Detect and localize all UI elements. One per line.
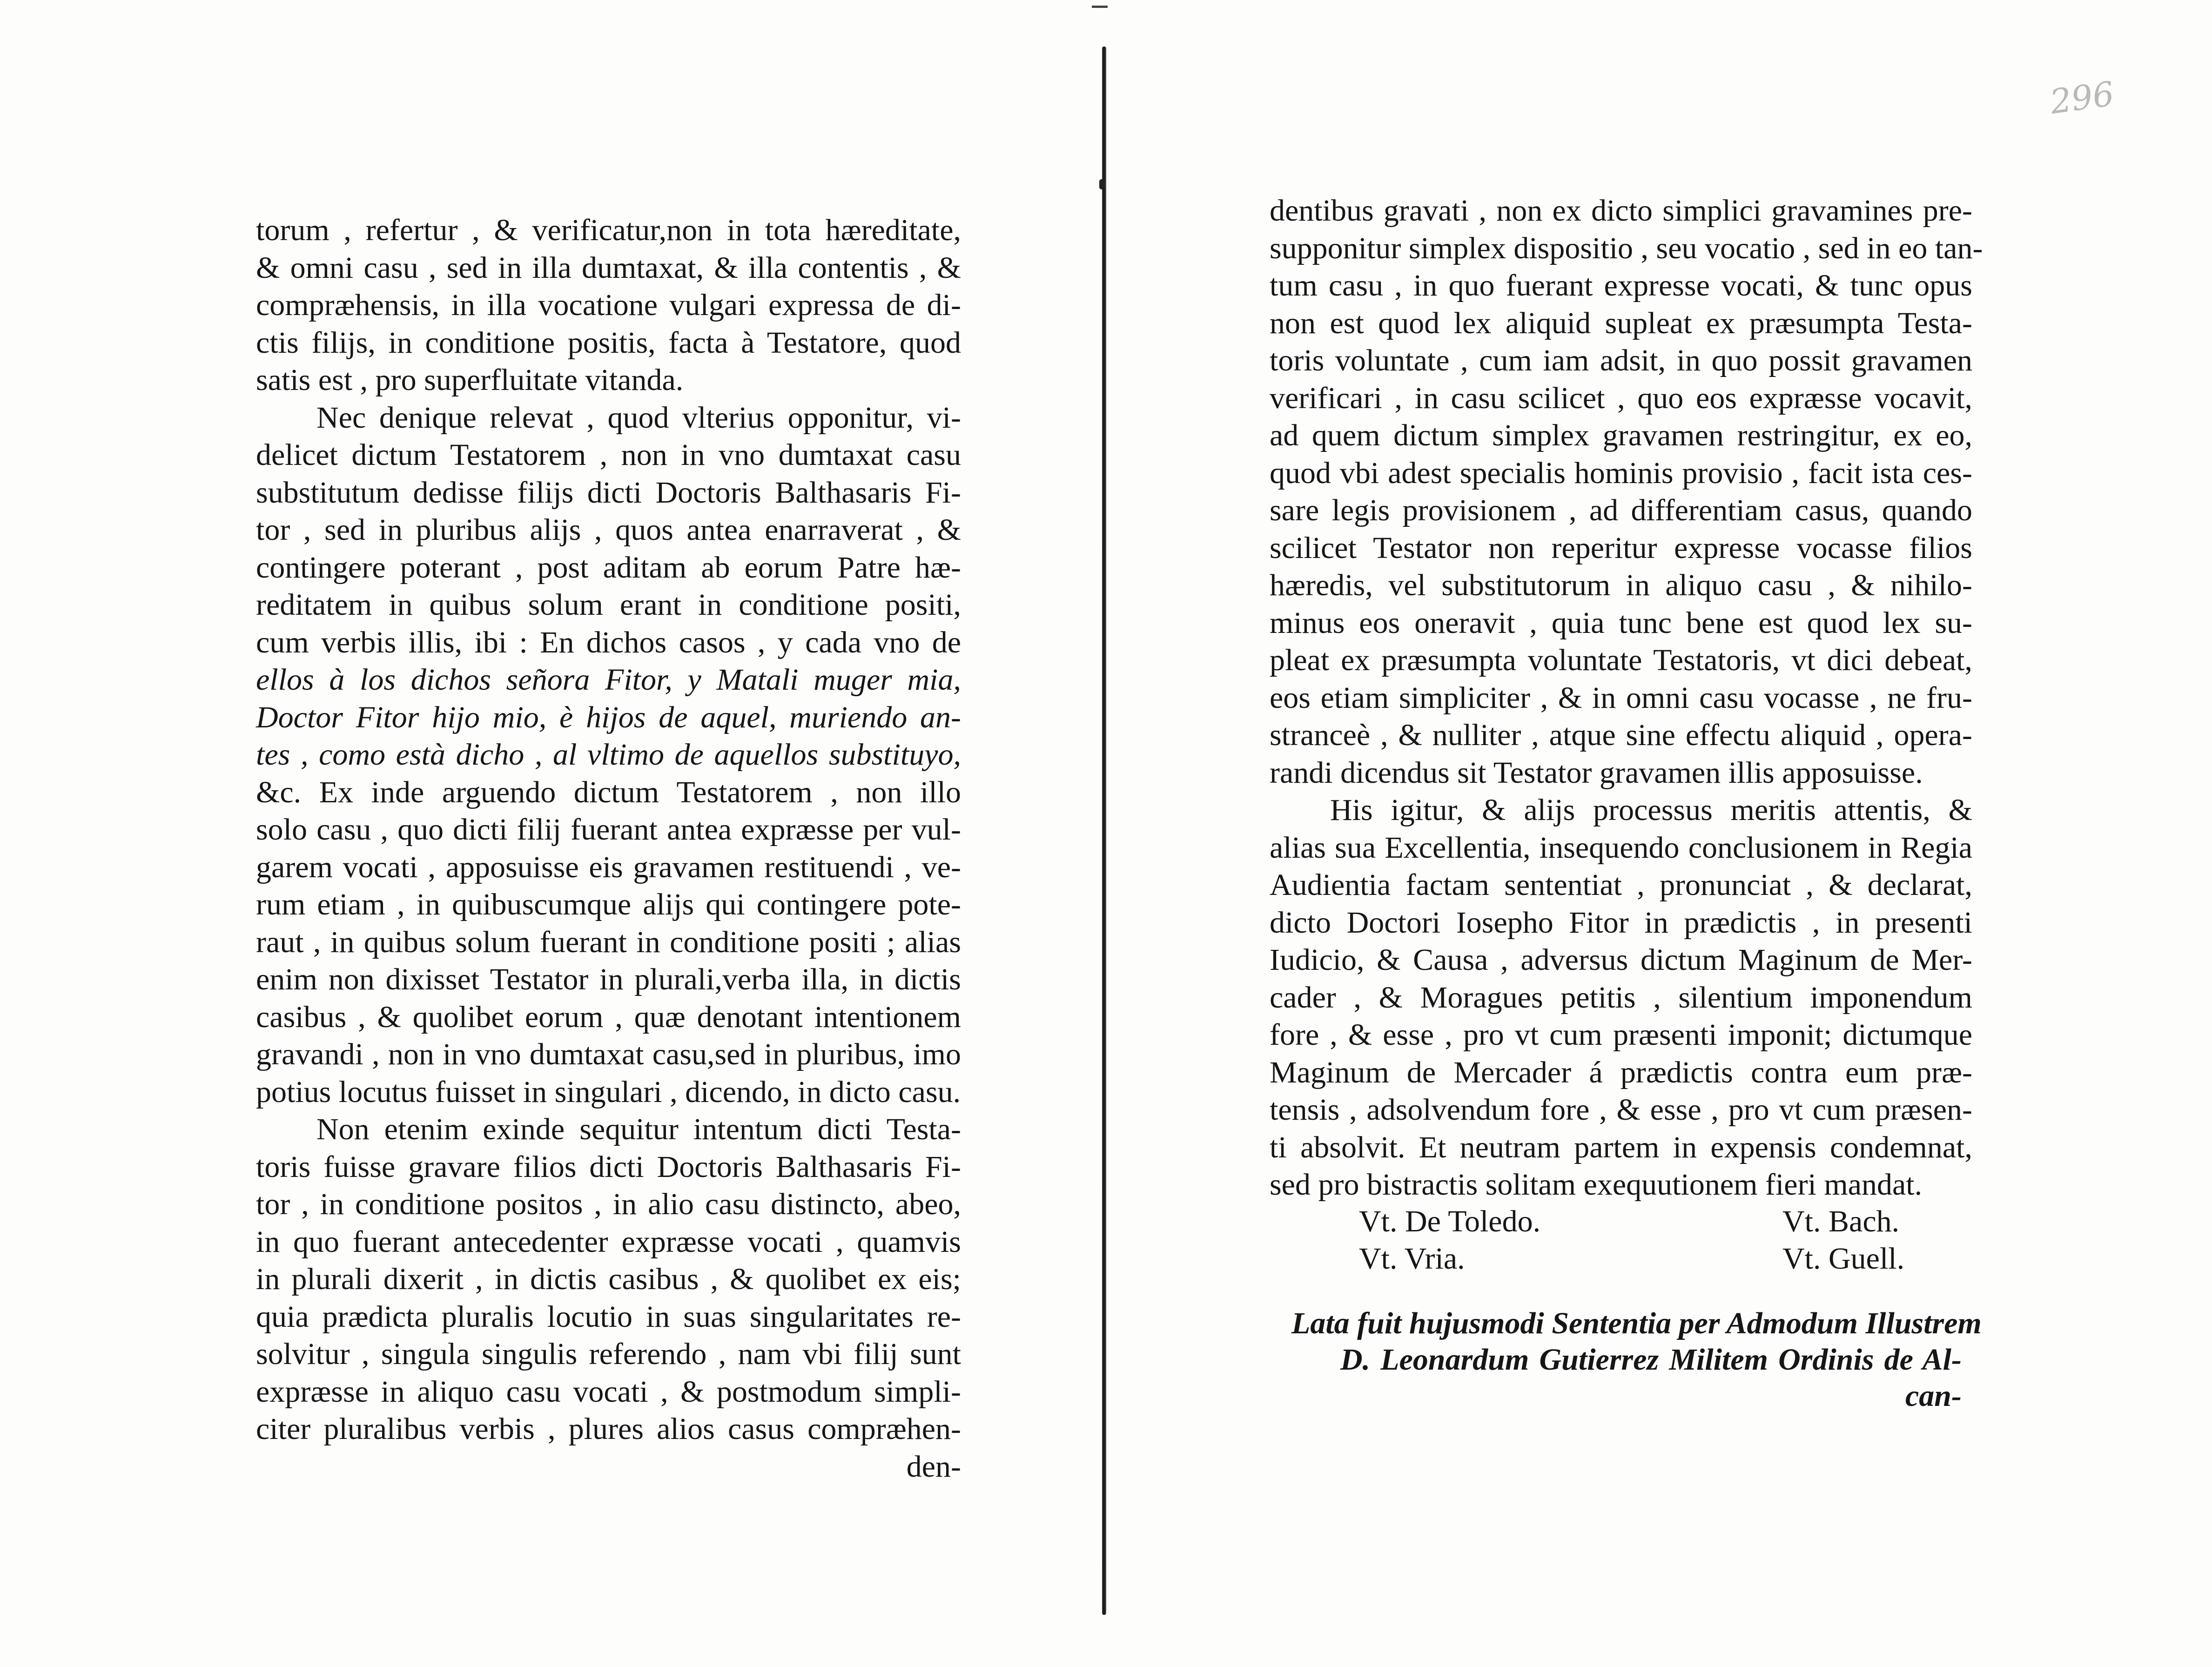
text-line: hæredis, vel substitutorum in aliquo casu , & nihilo- bbox=[1270, 568, 1972, 602]
text-line: quod vbi adest specialis hominis provisio , facit ista ces- bbox=[1270, 456, 1972, 490]
text-line: dentibus gravati , non ex dicto simplici gravamines pre- bbox=[1270, 194, 1972, 228]
text-line: torum , refertur , & verificatur,non in tota hæreditate, bbox=[256, 213, 961, 247]
text-line: ctis filijs, in conditione positis, facta à Testatore, quod bbox=[256, 325, 961, 360]
catchword: can- bbox=[1905, 1379, 1962, 1413]
text-line: verificari , in casu scilicet , quo eos expræsse vocavit, bbox=[1270, 381, 1972, 415]
closing-line: Lata fuit hujusmodi Sententia per Admodum Illustrem bbox=[1291, 1306, 1982, 1340]
text-line: & omni casu , sed in illa dumtaxat, & illa contentis , & bbox=[256, 250, 961, 285]
text-line: toris fuisse gravare filios dicti Doctoris Balthasaris Fi- bbox=[256, 1149, 961, 1184]
text-line: ad quem dictum simplex gravamen restringitur, ex eo, bbox=[1270, 418, 1972, 452]
text-line: Doctor Fitor hijo mio, è hijos de aquel, muriendo an- bbox=[256, 700, 961, 734]
text-line: sare legis provisionem , ad differentiam casus, quando bbox=[1270, 493, 1972, 527]
text-line: cader , & Moragues petitis , silentium imponendum bbox=[1270, 980, 1972, 1015]
right-page bbox=[1270, 192, 1983, 1204]
page-gutter bbox=[1102, 47, 1106, 1615]
text-line: in quo fuerant antecedenter expræsse vocati , quamvis bbox=[256, 1224, 961, 1259]
text-line: non est quod lex aliquid supleat ex præsumpta Testa- bbox=[1270, 306, 1972, 340]
text-line: garem vocati , apposuisse eis gravamen restituendi , ve- bbox=[256, 850, 961, 884]
text-line: raut , in quibus solum fuerant in conditione positi ; alias bbox=[256, 925, 961, 959]
text-line: delicet dictum Testatorem , non in vno dumtaxat casu bbox=[256, 438, 961, 472]
text-line: substitutum dedisse filijs dicti Doctoris Balthasaris Fi- bbox=[256, 475, 961, 510]
text-line: tor , in conditione positos , in alio casu distincto, abeo, bbox=[256, 1187, 961, 1221]
signature: Vt. Vria. bbox=[1359, 1242, 1465, 1276]
text-line: citer pluralibus verbis , plures alios casus compræhen- bbox=[256, 1412, 961, 1446]
left-page bbox=[256, 212, 961, 1486]
text-line: solo casu , quo dicti filij fuerant antea expræsse per vul- bbox=[256, 813, 961, 847]
closing-line: D. Leonardum Gutierrez Militem Ordinis de Al- bbox=[1340, 1343, 1962, 1377]
catchword: den- bbox=[906, 1449, 961, 1484]
text-line: satis est , pro superfluitate vitanda. bbox=[256, 363, 684, 397]
text-line: sed pro bistractis solitam exequutionem fieri mandat. bbox=[1270, 1168, 1923, 1202]
text-line: contingere poterant , post aditam ab eorum Patre hæ- bbox=[256, 550, 961, 585]
text-line: pleat ex præsumpta voluntate Testatoris, vt dici debeat, bbox=[1270, 643, 1972, 677]
binding-mark bbox=[1099, 179, 1105, 189]
folio-number: 296 bbox=[2047, 74, 2117, 122]
text-line: ellos à los dichos señora Fitor, y Matali muger mia, bbox=[256, 663, 961, 697]
signature: Vt. Bach. bbox=[1782, 1204, 1900, 1238]
text-line: Non etenim exinde sequitur intentum dicti Testa- bbox=[316, 1112, 961, 1146]
text-line: solvitur , singula singulis referendo , nam vbi filij sunt bbox=[256, 1337, 961, 1371]
text-line: quia prædicta pluralis locutio in suas singularitates re- bbox=[256, 1299, 961, 1334]
text-line: eos etiam simpliciter , & in omni casu vocasse , ne fru- bbox=[1270, 680, 1972, 715]
text-line: tum casu , in quo fuerant expresse vocati, & tunc opus bbox=[1270, 269, 1972, 302]
text-line: casibus , & quolibet eorum , quæ denotant intentionem bbox=[256, 1000, 961, 1034]
text-line: reditatem in quibus solum erant in conditione positi, bbox=[256, 588, 961, 622]
text-line: ti absolvit. Et neutram partem in expensis condemnat, bbox=[1270, 1130, 1972, 1164]
text-line: tes , como està dicho , al vltimo de aquellos substituyo, bbox=[256, 738, 961, 772]
closing-statement bbox=[1291, 1305, 1982, 1414]
text-line: Audientia factam sententiat , pronunciat , & declarat, bbox=[1270, 868, 1972, 902]
text-line: compræhensis, in illa vocatione vulgari expressa de di- bbox=[256, 288, 961, 322]
text-line: stranceè , & nulliter , atque sine effectu aliquid , opera- bbox=[1270, 718, 1972, 752]
text-line: cum verbis illis, ibi : En dichos casos , y cada vno de bbox=[256, 625, 961, 659]
signature: Vt. De Toledo. bbox=[1359, 1204, 1541, 1238]
text-line: rum etiam , in quibuscumque alijs qui contingere pote- bbox=[256, 887, 961, 921]
text-line: potius locutus fuisset in singulari , dicendo, in dicto casu. bbox=[256, 1075, 961, 1109]
text-line: enim non dixisset Testator in plurali,verba illa, in dictis bbox=[256, 962, 961, 996]
text-line: &c. Ex inde arguendo dictum Testatorem , non illo bbox=[256, 775, 961, 809]
text-line: Iudicio, & Causa , adversus dictum Maginum de Mer- bbox=[1270, 943, 1972, 977]
text-line: toris voluntate , cum iam adsit, in quo possit gravamen bbox=[1270, 343, 1972, 377]
signatures-left bbox=[1359, 1203, 1540, 1277]
text-line: expræsse in aliquo casu vocati , & postmodum simpli- bbox=[256, 1374, 961, 1409]
text-line: scilicet Testator non reperitur expresse vocasse filios bbox=[1270, 531, 1972, 565]
text-line: randi dicendus sit Testator gravamen illis apposuisse. bbox=[1270, 755, 1923, 790]
text-line: tor , sed in pluribus alijs , quos antea enarraverat , & bbox=[256, 513, 961, 547]
text-line: alias sua Excellentia, insequendo conclusionem in Regia bbox=[1270, 830, 1972, 865]
text-line: gravandi , non in vno dumtaxat casu,sed in pluribus, imo bbox=[256, 1037, 961, 1071]
text-line: tensis , adsolvendum fore , & esse , pro vt cum præsen- bbox=[1270, 1093, 1972, 1127]
text-line: His igitur, & alijs processus meritis attentis, & bbox=[1330, 793, 1972, 827]
gutter-mark bbox=[1092, 6, 1108, 8]
text-line: fore , & esse , pro vt cum præsenti imponit; dictumque bbox=[1270, 1018, 1972, 1052]
text-line: supponitur simplex dispositio , seu vocatio , sed in eo tan- bbox=[1270, 231, 1983, 265]
text-line: minus eos oneravit , quia tunc bene est quod lex su- bbox=[1270, 605, 1972, 640]
text-line: Nec denique relevat , quod vlterius opponitur, vi- bbox=[316, 400, 961, 435]
signatures-right bbox=[1782, 1203, 1904, 1277]
text-line: dicto Doctori Iosepho Fitor in prædictis , in presenti bbox=[1270, 905, 1972, 940]
signature: Vt. Guell. bbox=[1782, 1242, 1905, 1276]
text-line: in plurali dixerit , in dictis casibus , & quolibet ex eis; bbox=[256, 1262, 961, 1296]
text-line: Maginum de Mercader á prædictis contra eum præ- bbox=[1270, 1055, 1972, 1089]
